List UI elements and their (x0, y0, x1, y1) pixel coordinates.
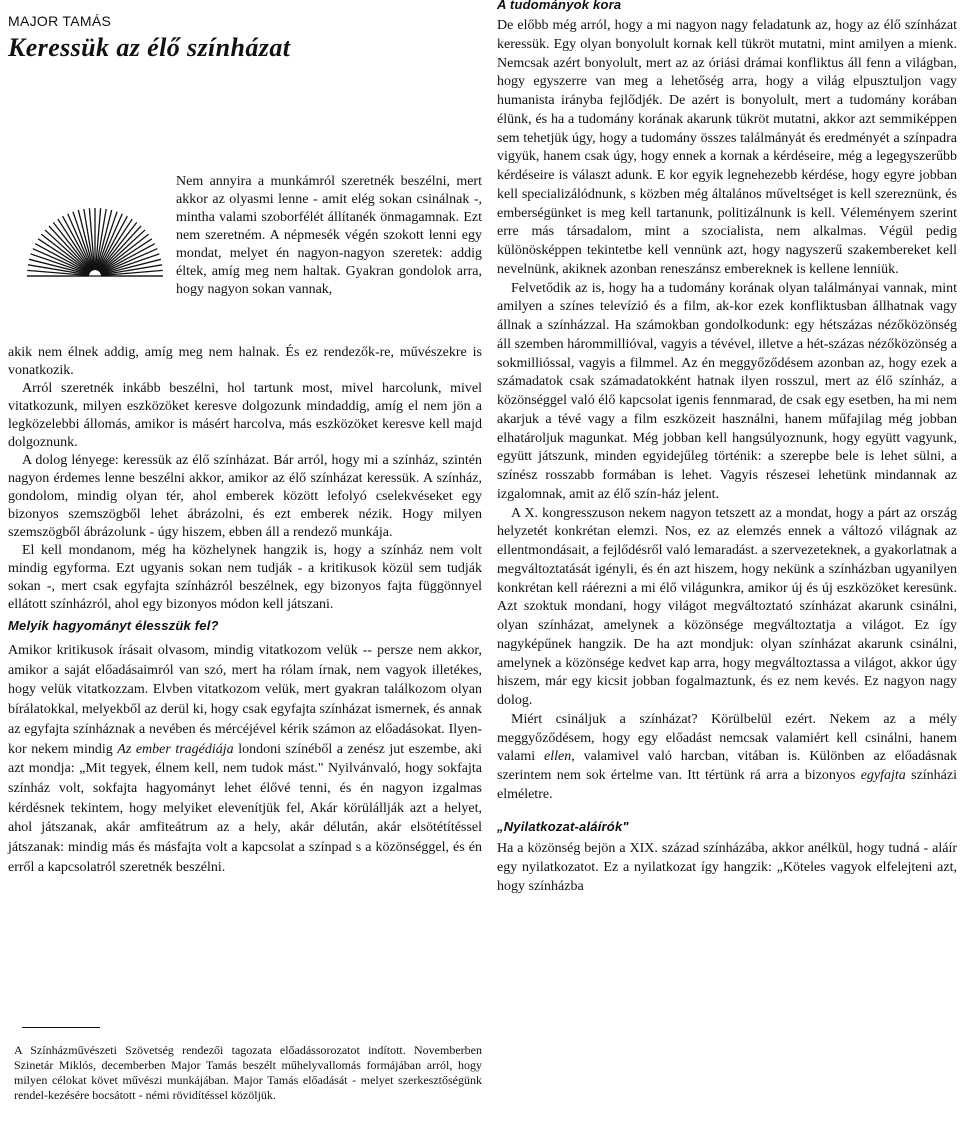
paragraph: Felvetődik az is, hogy ha a tudomány korának olyan találmányai vannak, mint amilyen a színes televízió és a film, ak-kor ezek konfliktusban állhatnak vagy állnak a színházzal. Ha számokban gondolkodunk: egy hétszázas nézőközönség áll szemben hárommillióval, vagyis a tévével, illetve a hét-százas nézőközönség a sokmillióssal, vagyis a filmmel. Az én meggyőződésem azonban az, hogy ezek a számadatok csak számadatokként hatnak ilyen rosszul, mert az élő színház, a közönséggel való élő kapcsolat igenis fennmarad, de csak egy esetben, ha mi nem akarjuk a tévé vagy a film eszközeit használni, hanem műfajilag még jobban elhatároljuk magunkat. Még jobban kell hangsúlyoznunk, hogy együtt vagyunk, együtt játszunk, minden egyidejűleg történik: a szerepbe bele is lehet sülni, a színész rosszabb formában is lehet. Vagyis részesei lehetünk mindannak az izgalomnak, amit az élő szín-ház jelent. (497, 280, 957, 502)
article-title: Keressük az élő színházat (8, 33, 291, 62)
section-subheading: Melyik hagyományt élesszük fel? (8, 618, 219, 633)
fan-emblem (26, 178, 164, 278)
intro-block (176, 173, 482, 299)
paragraph: El kell mondanom, még ha közhelynek hangzik is, hogy a színház nem volt mindig egyforma. Ezt ugyanis sokan nem tudják - a kritikusok közül sem tudják sokan -, mert csak egyfajta színházról beszélnek, egy bizonyos fajta függönnyel ellátott színházról, ahol egy bizonyos módon kell játszani. (8, 543, 482, 612)
section-subheading: „Nyilatkozat-aláírók" (497, 818, 629, 834)
intro-paragraph: Nem annyira a munkámról szeretnék beszélni, mert akkor az olyasmi lenne - amit elég sokan csinálnak -, mintha valami szoborfélét állítanék önmagamnak. Ezt nem szeretném. A népmesék végén szokott lenni egy mondat, melyet én nagyon-nagyon szeretek: addig éltek, amíg meg nem haltak. Gyakran gondolok arra, hogy nagyon sokan vannak, (176, 174, 482, 297)
section-heading: A tudományok kora (497, 0, 622, 12)
paragraph: Arról szeretnék inkább beszélni, hol tartunk most, mivel harcolunk, mivel vitatkozunk, milyen eszközöket keresve dolgozunk mindaddig, amíg el nem jön a legközelebbi állomás, amikor is másért harcolva, más eszközöket keresve kell majd dolgoznunk. (8, 381, 482, 450)
paragraph (8, 641, 482, 877)
footnote-divider (22, 1027, 100, 1028)
paragraph-continuation: akik nem élnek addig, amíg meg nem halnak. És ez rendezők-re, művészekre is vonatkozik. (8, 345, 482, 378)
author-name: MAJOR TAMÁS (8, 13, 112, 29)
paragraph: Ha a közönség bejön a XIX. század színházába, akkor anélkül, hogy tudná - aláír egy nyilatkozatot. Ez a nyilatkozat így hangzik: „Köteles vagyok elfelejteni azt, hogy színházba (497, 840, 957, 894)
emphasis: ellen, (544, 749, 575, 765)
emphasis: egyfajta (860, 768, 906, 783)
paragraph: A dolog lényege: keressük az élő színházat. Bár arról, hogy mi a színház, szintén nagyon érdemes lenne beszélni akkor, amikor az élő színházat keressük. A színház, gondolom, mindig olyan tér, ahol emberek között lefolyó cselekvéseket egy bizonyos szemszögből lehet ábrázolni, és ezt emberek nézik. Hogy milyen szemszögből ábrázolunk - úgy hiszem, ebben áll a rendező munkája. (8, 453, 482, 540)
left-body (8, 344, 482, 877)
text-run: Amikor kritikusok írásait olvasom, mindig vitatkozom velük -- persze nem akkor, amikor a saját előadásaimról van szó, mert ha rólam írnak, nem vagyok illetékes, hogy velük vitatkozzam. Elvben vitatkozom velük, mert gyakran találkozom olyan bírálatokkal, melyekből az derül ki, hogy csak egyfajta színházat ismernek, és annak az egyfajta színháznak a nevében és mércéjével kérik számon az előadásokat. Ilyen-kor nekem mindig (8, 643, 482, 757)
paragraph (497, 711, 957, 805)
section-body (8, 641, 482, 877)
section-body (497, 839, 957, 896)
footnote: A Színházművészeti Szövetség rendezői tagozata előadássorozatot indított. Novemberben Szinetár Miklós, decemberben Major Tamás beszélt műhelyvallomás formájában arról, hogy milyen célokat követ művészi munkájában. Major Tamás előadását - melyet szerkesztőségünk rendel-kezésére bocsátott - némi rövidítéssel közöljük. (14, 1043, 482, 1102)
text-run: Miért csináljuk a színházat? Körülbelül ezért. Nekem az a mély meggyőződésem, hogy egy előadást nemcsak valamiért kell csinálni, hanem valami (497, 711, 957, 765)
paragraph: A X. kongresszuson nekem nagyon tetszett az a mondat, hogy a párt az ország helyzetét konkrétan elemzi. Nos, ez az elemzés ennek a változó világnak az ellentmondásait, a fejlődésről való lemaradást. a szervezeteknek, a gyakorlatnak a megváltoztatását igényli, és én azt hiszem, hogy nekünk a színházban ugyanilyen konkrétan kell ráérezni a mi élő világunkra, amikor új és új eszközöket keresünk. Azt szoktuk mondani, hogy világot megváltoztató színházat akarunk csinálni, olyan színházat, amelynek a közönsége megváltoztatja a világot. Ez így nagyképűnek hangzik. De ha azt mondjuk: olyan színházat akarunk csinálni, amelynek a közönsége kedvet kap arra, hogy megváltoztassa a világot, akkor úgy hiszem, már egy kicsit jobban fogalmaztunk, és ez nem kevés. Ez nagyon nagy dolog. (497, 505, 957, 708)
text-run: színházi elméletre. (497, 768, 957, 802)
emphasis: Az ember tragédiája (117, 741, 234, 757)
paragraph: De előbb még arról, hogy a mi nagyon nagy feladatunk az, hogy az élő színházat keressük. Egy olyan bonyolult kornak kell tükröt mutatni, mint amilyen a mienk. Nemcsak azért bonyolult, mert az az óriási drámai konfliktus áll fenn a világban, hogy egyszerre van meg a lehetőség arra, hogy a világ elpusztuljon vagy humanista irányba fejlődjék. De azért is bonyolult, mert a tudomány korában élünk, és ha a tudomány korának akarunk tükröt mutatni, akkor azt semmiképpen sem tehetjük úgy, hogy a tudomány összes találmányát és eredményét a színpadra vigyük, hanem csak úgy, hogy ennek a kornak a kérdéseire, még a legegyszerűbb kérdéseire is választ adunk. E kor egyik legnehezebb kérdése, hogy egyre jobban kell specializálódnunk, s közben még általános műveltséget is kell szereznünk, és emberségünket is meg kell tartanunk, politizálnunk is kell. Véleményem szerint erre más társadalom, mint a szocialista, nem alkalmas. Végül pedig különösképpen tekintetbe kell vennünk azt, hogy nagyszerű szakembereket kell nevelnünk, akiknek azonban reneszánsz embereknek is kellene lenniük. (497, 18, 957, 277)
right-column (497, 0, 957, 896)
text-run: londoni színéből a zenész jut eszembe, aki azt mondja: „Mit tegyek, élnem kell, nem tudok mást." Nyilvánvaló, hogy sokfajta színház volt, sokfajta hagyományt lehet élővé tenni, és én nagyon izgalmas kérdésnek tekintem, hogy melyiket elevenítjük fel, Akár körülállják azt a helyet, ahol játszanak, akár amfiteátrum az a hely, akár délután, akár elsötétítéssel játszanak: mindig más és másfajta volt a kapcsolat a színpad s a közönséggel, és én erről a kapcsolatról szeretnék beszélni. (8, 741, 482, 875)
section-body (497, 17, 957, 805)
text-run: valamivel való harcban, vitában is. Különben az előadásnak szerintem nem sok értelme van. Itt tértünk rá arra a bizonyos (497, 749, 957, 783)
